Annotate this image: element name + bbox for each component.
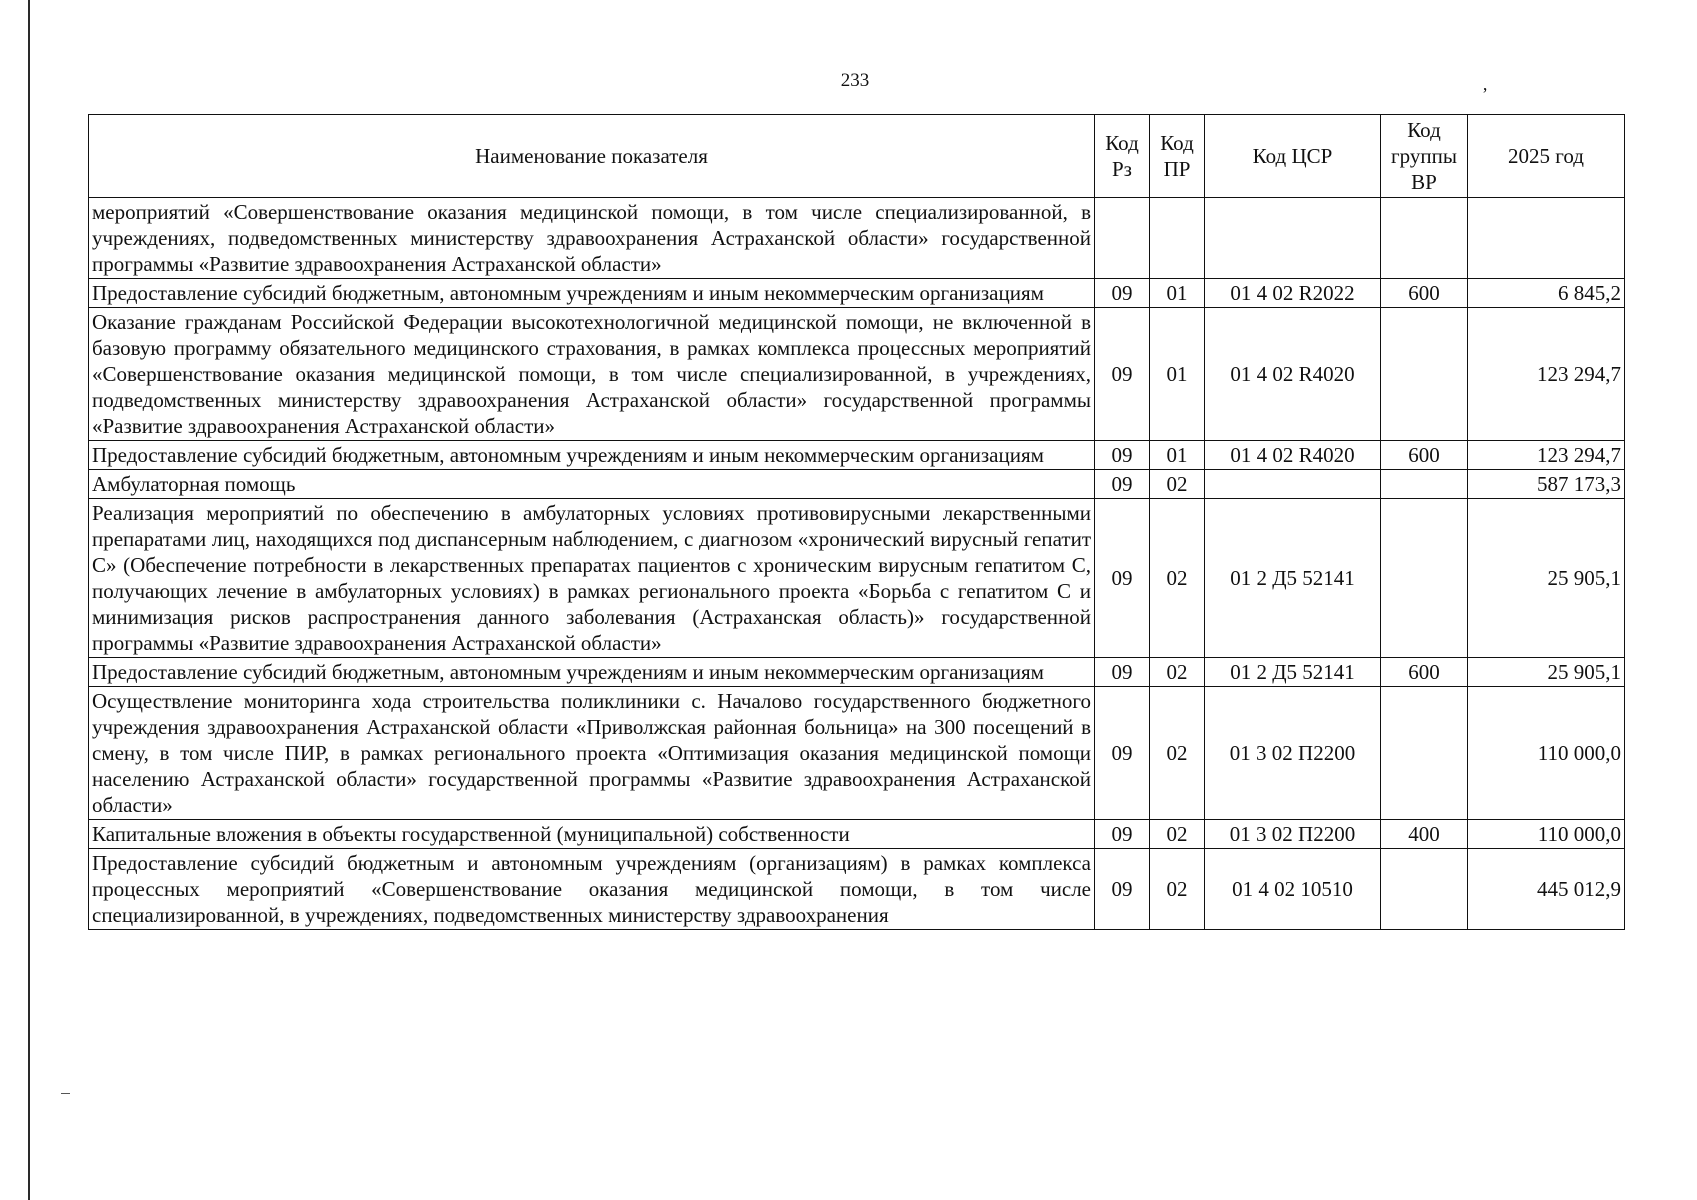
table-row <box>89 470 1625 499</box>
cell-csr: 01 4 02 R2022 <box>1205 279 1381 308</box>
cell-name: Предоставление субсидий бюджетным и автономным учреждениям (организациям) в рамках комплекса процессных мероприятий «Совершенствование оказания медицинской помощи, в том числе специализированной, в учреждениях, подведомственных министерству здравоохранения <box>89 849 1095 930</box>
cell-csr: 01 2 Д5 52141 <box>1205 658 1381 687</box>
cell-rz: 09 <box>1095 658 1150 687</box>
table-row <box>89 849 1625 930</box>
cell-name: Предоставление субсидий бюджетным, автономным учреждениям и иным некоммерческим организациям <box>89 441 1095 470</box>
page-number: 233 <box>840 70 870 91</box>
table-body <box>89 198 1625 930</box>
header-vr: Код группы ВР <box>1381 115 1468 198</box>
cell-pr: 01 <box>1150 279 1205 308</box>
table-row <box>89 499 1625 658</box>
cell-name: Капитальные вложения в объекты государственной (муниципальной) собственности <box>89 820 1095 849</box>
cell-vr <box>1381 499 1468 658</box>
cell-amount: 25 905,1 <box>1468 499 1625 658</box>
header-year: 2025 год <box>1468 115 1625 198</box>
cell-pr: 02 <box>1150 849 1205 930</box>
cell-pr <box>1150 198 1205 279</box>
cell-pr: 02 <box>1150 658 1205 687</box>
cell-pr: 01 <box>1150 308 1205 441</box>
cell-csr <box>1205 198 1381 279</box>
cell-rz: 09 <box>1095 820 1150 849</box>
budget-table <box>88 114 1625 930</box>
cell-name: мероприятий «Совершенствование оказания медицинской помощи, в том числе специализированной, в учреждениях, подведомственных министерству здравоохранения Астраханской области» государственной программы «Развитие здравоохранения Астраханской области» <box>89 198 1095 279</box>
table-row <box>89 820 1625 849</box>
cell-pr: 02 <box>1150 499 1205 658</box>
cell-amount <box>1468 198 1625 279</box>
cell-rz: 09 <box>1095 279 1150 308</box>
cell-name: Амбулаторная помощь <box>89 470 1095 499</box>
cell-amount: 110 000,0 <box>1468 820 1625 849</box>
cell-rz: 09 <box>1095 849 1150 930</box>
table-row <box>89 198 1625 279</box>
header-pr: Код ПР <box>1150 115 1205 198</box>
cell-csr: 01 3 02 П2200 <box>1205 820 1381 849</box>
cell-pr: 02 <box>1150 687 1205 820</box>
cell-pr: 01 <box>1150 441 1205 470</box>
cell-rz: 09 <box>1095 308 1150 441</box>
cell-rz: 09 <box>1095 441 1150 470</box>
cell-amount: 25 905,1 <box>1468 658 1625 687</box>
table-row <box>89 279 1625 308</box>
cell-rz: 09 <box>1095 499 1150 658</box>
cell-name: Оказание гражданам Российской Федерации высокотехнологичной медицинской помощи, не включенной в базовую программу обязательного медицинского страхования, в рамках комплекса процессных мероприятий «Совершенствование оказания медицинской помощи, в том числе специализированной, в учреждениях, подведомственных министерству здравоохранения Астраханской области» государственной программы «Развитие здравоохранения Астраханской области» <box>89 308 1095 441</box>
cell-csr: 01 4 02 10510 <box>1205 849 1381 930</box>
cell-vr: 600 <box>1381 658 1468 687</box>
table-header-row <box>89 115 1625 198</box>
cell-rz: 09 <box>1095 470 1150 499</box>
cell-csr: 01 4 02 R4020 <box>1205 441 1381 470</box>
cell-rz <box>1095 198 1150 279</box>
cell-vr: 600 <box>1381 441 1468 470</box>
cell-vr: 400 <box>1381 820 1468 849</box>
cell-amount: 110 000,0 <box>1468 687 1625 820</box>
cell-name: Предоставление субсидий бюджетным, автономным учреждениям и иным некоммерческим организациям <box>89 658 1095 687</box>
table-row <box>89 441 1625 470</box>
cell-amount: 587 173,3 <box>1468 470 1625 499</box>
cell-amount: 123 294,7 <box>1468 308 1625 441</box>
scan-edge-line <box>28 0 30 1200</box>
header-rz: Код Рз <box>1095 115 1150 198</box>
cell-rz: 09 <box>1095 687 1150 820</box>
cell-csr <box>1205 470 1381 499</box>
table-row <box>89 687 1625 820</box>
scan-artifact-mark: ‚ <box>1482 74 1488 94</box>
header-name: Наименование показателя <box>89 115 1095 198</box>
cell-csr: 01 4 02 R4020 <box>1205 308 1381 441</box>
cell-pr: 02 <box>1150 820 1205 849</box>
cell-amount: 123 294,7 <box>1468 441 1625 470</box>
cell-csr: 01 3 02 П2200 <box>1205 687 1381 820</box>
cell-vr: 600 <box>1381 279 1468 308</box>
cell-csr: 01 2 Д5 52141 <box>1205 499 1381 658</box>
cell-vr <box>1381 308 1468 441</box>
header-csr: Код ЦСР <box>1205 115 1381 198</box>
cell-vr <box>1381 849 1468 930</box>
table-row <box>89 658 1625 687</box>
cell-name: Осуществление мониторинга хода строительства поликлиники с. Началово государственного бюджетного учреждения здравоохранения Астраханской области «Приволжская районная больница» на 300 посещений в смену, в том числе ПИР, в рамках регионального проекта «Оптимизация оказания медицинской помощи населению Астраханской области» государственной программы «Развитие здравоохранения Астраханской области» <box>89 687 1095 820</box>
table-row <box>89 308 1625 441</box>
cell-vr <box>1381 198 1468 279</box>
cell-pr: 02 <box>1150 470 1205 499</box>
cell-amount: 6 845,2 <box>1468 279 1625 308</box>
cell-vr <box>1381 470 1468 499</box>
scan-artifact-dash <box>61 1093 70 1094</box>
cell-amount: 445 012,9 <box>1468 849 1625 930</box>
cell-vr <box>1381 687 1468 820</box>
cell-name: Предоставление субсидий бюджетным, автономным учреждениям и иным некоммерческим организациям <box>89 279 1095 308</box>
cell-name: Реализация мероприятий по обеспечению в амбулаторных условиях противовирусными лекарственными препаратами лиц, находящихся под диспансерным наблюдением, с диагнозом «хронический вирусный гепатит С» (Обеспечение потребности в лекарственных препаратах пациентов с хроническим вирусным гепатитом С, получающих лечение в амбулаторных условиях) в рамках регионального проекта «Борьба с гепатитом С и минимизация рисков распространения данного заболевания (Астраханская область)» государственной программы «Развитие здравоохранения Астраханской области» <box>89 499 1095 658</box>
